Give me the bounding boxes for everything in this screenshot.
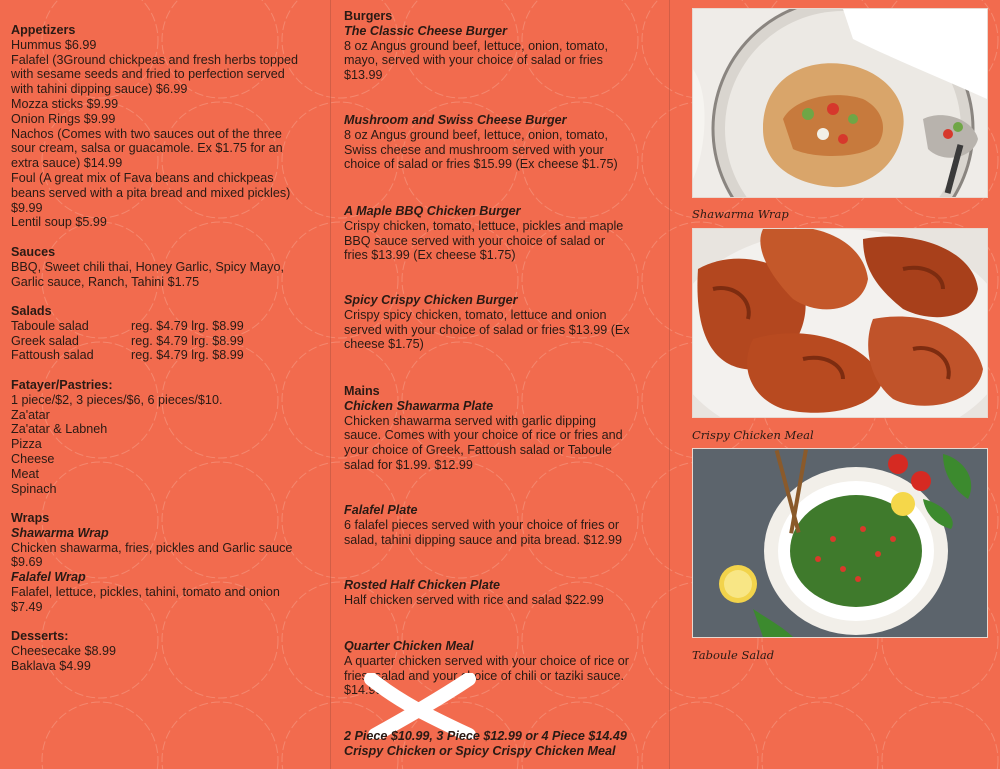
fatayer-heading: Fatayer/Pastries: <box>11 378 113 392</box>
menu-panel-middle <box>331 0 669 769</box>
item-name: Falafel Plate <box>344 503 418 517</box>
menu-line: 1 piece/$2, 3 pieces/$6, 6 pieces/$10. <box>11 392 223 407</box>
menu-line: sour cream, salsa or guacamole. Ex $1.75 for an <box>11 141 283 156</box>
appetizers-heading: Appetizers <box>11 23 76 37</box>
menu-line: fries $13.99 (Ex cheese $1.75) <box>344 248 516 263</box>
menu-line: Za'atar & Labneh <box>11 422 108 437</box>
salad-name: Fattoush salad <box>11 348 94 363</box>
menu-line: Swiss cheese and mushroom served with your <box>344 142 604 157</box>
item-name: Rosted Half Chicken Plate <box>344 578 501 592</box>
menu-line: Mozza sticks $9.99 <box>11 96 119 111</box>
menu-line: Chicken shawarma, fries, pickles and Garlic sauce <box>11 540 293 555</box>
sauces-heading: Sauces <box>11 245 56 259</box>
sauces-section <box>11 245 284 289</box>
menu-line: Pizza <box>11 437 42 452</box>
menu-line: 8 oz Angus ground beef, lettuce, onion, tomato, <box>344 38 608 53</box>
desserts-section <box>11 629 116 673</box>
menu-line: BBQ, Sweet chili thai, Honey Garlic, Spicy Mayo, <box>11 259 284 274</box>
taboule-salad-photo <box>692 448 988 638</box>
menu-line: $14.99 <box>344 683 383 698</box>
menu-line: Foul (A great mix of Fava beans and chickpeas <box>11 170 274 185</box>
menu-line: Hummus $6.99 <box>11 37 97 52</box>
wraps-section <box>11 511 292 615</box>
item-name: Shawarma Wrap <box>11 525 109 540</box>
menu-line: sauce. Comes with your choice of rice or fries and <box>344 428 623 443</box>
salad-price: reg. $4.79 lrg. $8.99 <box>131 318 244 333</box>
photo-panel-right <box>670 0 1000 769</box>
menu-line: with sesame seeds and fried to perfection served <box>11 67 285 82</box>
item-name: Chicken Shawarma Plate <box>344 398 494 413</box>
item-name: Spicy Crispy Chicken Burger <box>344 293 518 307</box>
classic-burger-block <box>344 9 608 83</box>
salads-section <box>11 304 244 363</box>
salad-row <box>11 334 244 349</box>
burgers-heading: Burgers <box>344 9 393 23</box>
shawarma-wrap-photo <box>692 8 988 198</box>
menu-line: Spinach <box>11 481 57 496</box>
salad-price: reg. $4.79 lrg. $8.99 <box>131 333 244 348</box>
menu-line: salad for $1.99. $12.99 <box>344 457 473 472</box>
menu-line: Za'atar <box>11 407 50 422</box>
mushroom-burger-block <box>344 113 618 172</box>
menu-line: Crispy spicy chicken, tomato, lettuce and onion <box>344 307 607 322</box>
item-name: Falafel Wrap <box>11 570 86 585</box>
menu-line: with tahini dipping sauce) $6.99 <box>11 82 188 97</box>
menu-line: Nachos (Comes with two sauces out of the three <box>11 126 282 141</box>
fatayer-section <box>11 378 222 496</box>
menu-line: 2 Piece $10.99, 3 Piece $12.99 or 4 Piece $14.49 <box>344 729 627 743</box>
salad-row <box>11 319 244 334</box>
menu-line: Falafel, lettuce, pickles, tahini, tomato and onion <box>11 584 280 599</box>
falafel-plate-block <box>344 503 622 547</box>
menu-line: Meat <box>11 466 39 481</box>
photo-caption: Crispy Chicken Meal <box>692 428 814 442</box>
menu-line: Falafel (3Ground chickpeas and fresh herbs topped <box>11 52 299 67</box>
menu-line: $9.99 <box>11 200 43 215</box>
photo-caption: Taboule Salad <box>692 648 775 662</box>
photo-caption: Shawarma Wrap <box>692 207 789 221</box>
desserts-heading: Desserts: <box>11 629 69 643</box>
salad-row <box>11 348 244 363</box>
salad-price: reg. $4.79 lrg. $8.99 <box>131 348 244 363</box>
menu-line: $9.69 <box>11 555 43 570</box>
menu-line: BBQ sauce served with your choice of salad or <box>344 233 606 248</box>
maple-burger-block <box>344 204 623 263</box>
menu-line: Onion Rings $9.99 <box>11 111 116 126</box>
item-name: A Maple BBQ Chicken Burger <box>344 204 521 218</box>
crispy-meal-block <box>344 729 627 759</box>
menu-line: salad, tahini dipping sauce and pita bread. $12.99 <box>344 532 622 547</box>
crispy-chicken-photo <box>692 228 988 418</box>
appetizers-section <box>11 23 326 230</box>
menu-line: Lentil soup $5.99 <box>11 215 107 230</box>
item-name: Mushroom and Swiss Cheese Burger <box>344 113 567 127</box>
menu-line: choice of salad or fries $15.99 (Ex cheese $1.75) <box>344 157 618 172</box>
menu-line: cheese $1.75) <box>344 337 424 352</box>
menu-line: beans served with a pita bread and mixed pickles) <box>11 185 291 200</box>
menu-line: $13.99 <box>344 68 383 83</box>
item-name: The Classic Cheese Burger <box>344 23 508 38</box>
mains-heading: Mains <box>344 384 380 398</box>
menu-line: Garlic sauce, Ranch, Tahini $1.75 <box>11 274 200 289</box>
shawarma-plate-block <box>344 384 623 473</box>
half-chicken-block <box>344 578 604 608</box>
wraps-heading: Wraps <box>11 511 50 525</box>
menu-line: $7.49 <box>11 599 43 614</box>
spicy-burger-block <box>344 293 630 352</box>
menu-line: 6 falafel pieces served with your choice of fries or <box>344 517 620 532</box>
menu-line: Cheese <box>11 451 55 466</box>
menu-line: Baklava $4.99 <box>11 658 91 673</box>
menu-line: fries, salad and your choice of chili or taziki sauce. <box>344 668 624 683</box>
menu-line: Chicken shawarma served with garlic dipping <box>344 413 596 428</box>
menu-line: A quarter chicken served with your choice of rice or <box>344 653 629 668</box>
menu-line: your choice of Greek, Fattoush salad or Taboule <box>344 443 612 458</box>
salads-heading: Salads <box>11 304 52 318</box>
item-name: Quarter Chicken Meal <box>344 639 474 653</box>
menu-line: extra sauce) $14.99 <box>11 156 123 171</box>
menu-line: Cheesecake $8.99 <box>11 643 117 658</box>
menu-line: mayo, served with your choice of salad or fries <box>344 53 603 68</box>
menu-line: served with your choice of salad or fries $13.99 (Ex <box>344 322 630 337</box>
menu-panel-left <box>0 0 330 769</box>
menu-line: Crispy chicken, tomato, lettuce, pickles and maple <box>344 218 624 233</box>
menu-line: Half chicken served with rice and salad $22.99 <box>344 592 604 607</box>
menu-line: Crispy Chicken or Spicy Crispy Chicken Meal <box>344 743 616 758</box>
salad-name: Taboule salad <box>11 318 89 333</box>
menu-line: 8 oz Angus ground beef, lettuce, onion, tomato, <box>344 127 608 142</box>
salad-name: Greek salad <box>11 333 79 348</box>
